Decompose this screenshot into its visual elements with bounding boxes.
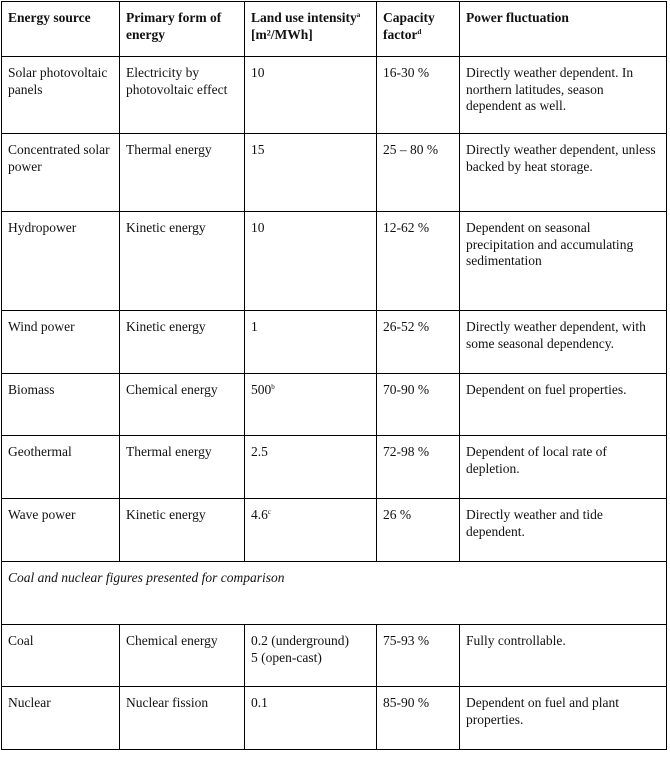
cell-source: Hydropower bbox=[2, 212, 120, 311]
header-energy-source: Energy source bbox=[2, 2, 120, 57]
cell-form: Chemical energy bbox=[120, 374, 245, 436]
cell-source: Nuclear bbox=[2, 687, 120, 750]
table-row bbox=[2, 57, 667, 134]
cell-land-use bbox=[245, 374, 377, 436]
table-row bbox=[2, 134, 667, 212]
cell-form: Kinetic energy bbox=[120, 499, 245, 562]
cell-capacity: 16-30 % bbox=[377, 57, 460, 134]
cell-land-use bbox=[245, 687, 377, 750]
table-row bbox=[2, 311, 667, 374]
land-use-value-secondary: 5 (open-cast) bbox=[251, 649, 322, 665]
comparison-note: Coal and nuclear figures presented for comparison bbox=[2, 562, 667, 625]
cell-capacity: 26 % bbox=[377, 499, 460, 562]
cell-source: Solar photovoltaic panels bbox=[2, 57, 120, 134]
cell-capacity: 85-90 % bbox=[377, 687, 460, 750]
land-use-value: 10 bbox=[251, 220, 265, 235]
footnote-d-marker: d bbox=[417, 27, 422, 36]
land-use-value: 0.1 bbox=[251, 695, 268, 710]
cell-fluctuation: Dependent on seasonal precipitation and accumulating sedimentation bbox=[460, 212, 667, 311]
cell-capacity: 75-93 % bbox=[377, 625, 460, 687]
header-capacity-factor bbox=[377, 2, 460, 57]
header-capacity-label: Capacity factor bbox=[383, 10, 435, 42]
cell-source: Wind power bbox=[2, 311, 120, 374]
header-land-use bbox=[245, 2, 377, 57]
cell-fluctuation: Directly weather dependent, unless backed by heat storage. bbox=[460, 134, 667, 212]
land-use-value: 4.6 bbox=[251, 507, 268, 522]
cell-fluctuation: Directly weather dependent, with some seasonal dependency. bbox=[460, 311, 667, 374]
cell-capacity: 26-52 % bbox=[377, 311, 460, 374]
cell-form: Electricity by photovoltaic effect bbox=[120, 57, 245, 134]
cell-source: Biomass bbox=[2, 374, 120, 436]
comparison-note-row bbox=[2, 562, 667, 625]
cell-capacity: 12-62 % bbox=[377, 212, 460, 311]
land-use-value: 0.2 (underground) bbox=[251, 633, 349, 648]
land-use-value: 15 bbox=[251, 142, 265, 157]
footnote-a-marker: a bbox=[356, 11, 361, 19]
table-row bbox=[2, 374, 667, 436]
header-land-use-label: Land use intensity bbox=[251, 10, 357, 25]
cell-land-use bbox=[245, 212, 377, 311]
cell-land-use bbox=[245, 57, 377, 134]
cell-fluctuation: Directly weather and tide dependent. bbox=[460, 499, 667, 562]
cell-capacity: 25 – 80 % bbox=[377, 134, 460, 212]
cell-form: Nuclear fission bbox=[120, 687, 245, 750]
cell-fluctuation: Dependent on fuel properties. bbox=[460, 374, 667, 436]
cell-land-use bbox=[245, 311, 377, 374]
cell-source: Geothermal bbox=[2, 436, 120, 499]
energy-sources-table bbox=[1, 1, 667, 750]
header-power-fluctuation: Power fluctuation bbox=[460, 2, 667, 57]
cell-form: Thermal energy bbox=[120, 436, 245, 499]
land-use-value: 10 bbox=[251, 65, 265, 80]
cell-form: Kinetic energy bbox=[120, 311, 245, 374]
cell-form: Chemical energy bbox=[120, 625, 245, 687]
header-land-use-unit: [m²/MWh] bbox=[251, 26, 313, 42]
land-use-value: 500 bbox=[251, 382, 272, 397]
cell-land-use bbox=[245, 134, 377, 212]
footnote-marker: c bbox=[267, 508, 271, 516]
land-use-value: 1 bbox=[251, 319, 258, 334]
table-row bbox=[2, 212, 667, 311]
cell-land-use bbox=[245, 499, 377, 562]
cell-source: Wave power bbox=[2, 499, 120, 562]
cell-source: Concentrated solar power bbox=[2, 134, 120, 212]
cell-form: Kinetic energy bbox=[120, 212, 245, 311]
cell-fluctuation: Dependent of local rate of depletion. bbox=[460, 436, 667, 499]
land-use-value: 2.5 bbox=[251, 444, 268, 459]
table-row bbox=[2, 687, 667, 750]
cell-capacity: 72-98 % bbox=[377, 436, 460, 499]
table-row bbox=[2, 625, 667, 687]
table-header-row bbox=[2, 2, 667, 57]
cell-land-use bbox=[245, 436, 377, 499]
cell-fluctuation: Dependent on fuel and plant properties. bbox=[460, 687, 667, 750]
cell-land-use bbox=[245, 625, 377, 687]
header-primary-form: Primary form of energy bbox=[120, 2, 245, 57]
energy-table-container bbox=[1, 1, 667, 750]
cell-fluctuation: Fully controllable. bbox=[460, 625, 667, 687]
table-row bbox=[2, 436, 667, 499]
cell-fluctuation: Directly weather dependent. In northern latitudes, season dependent as well. bbox=[460, 57, 667, 134]
footnote-marker: b bbox=[271, 383, 275, 391]
cell-source: Coal bbox=[2, 625, 120, 687]
cell-form: Thermal energy bbox=[120, 134, 245, 212]
table-row bbox=[2, 499, 667, 562]
cell-capacity: 70-90 % bbox=[377, 374, 460, 436]
